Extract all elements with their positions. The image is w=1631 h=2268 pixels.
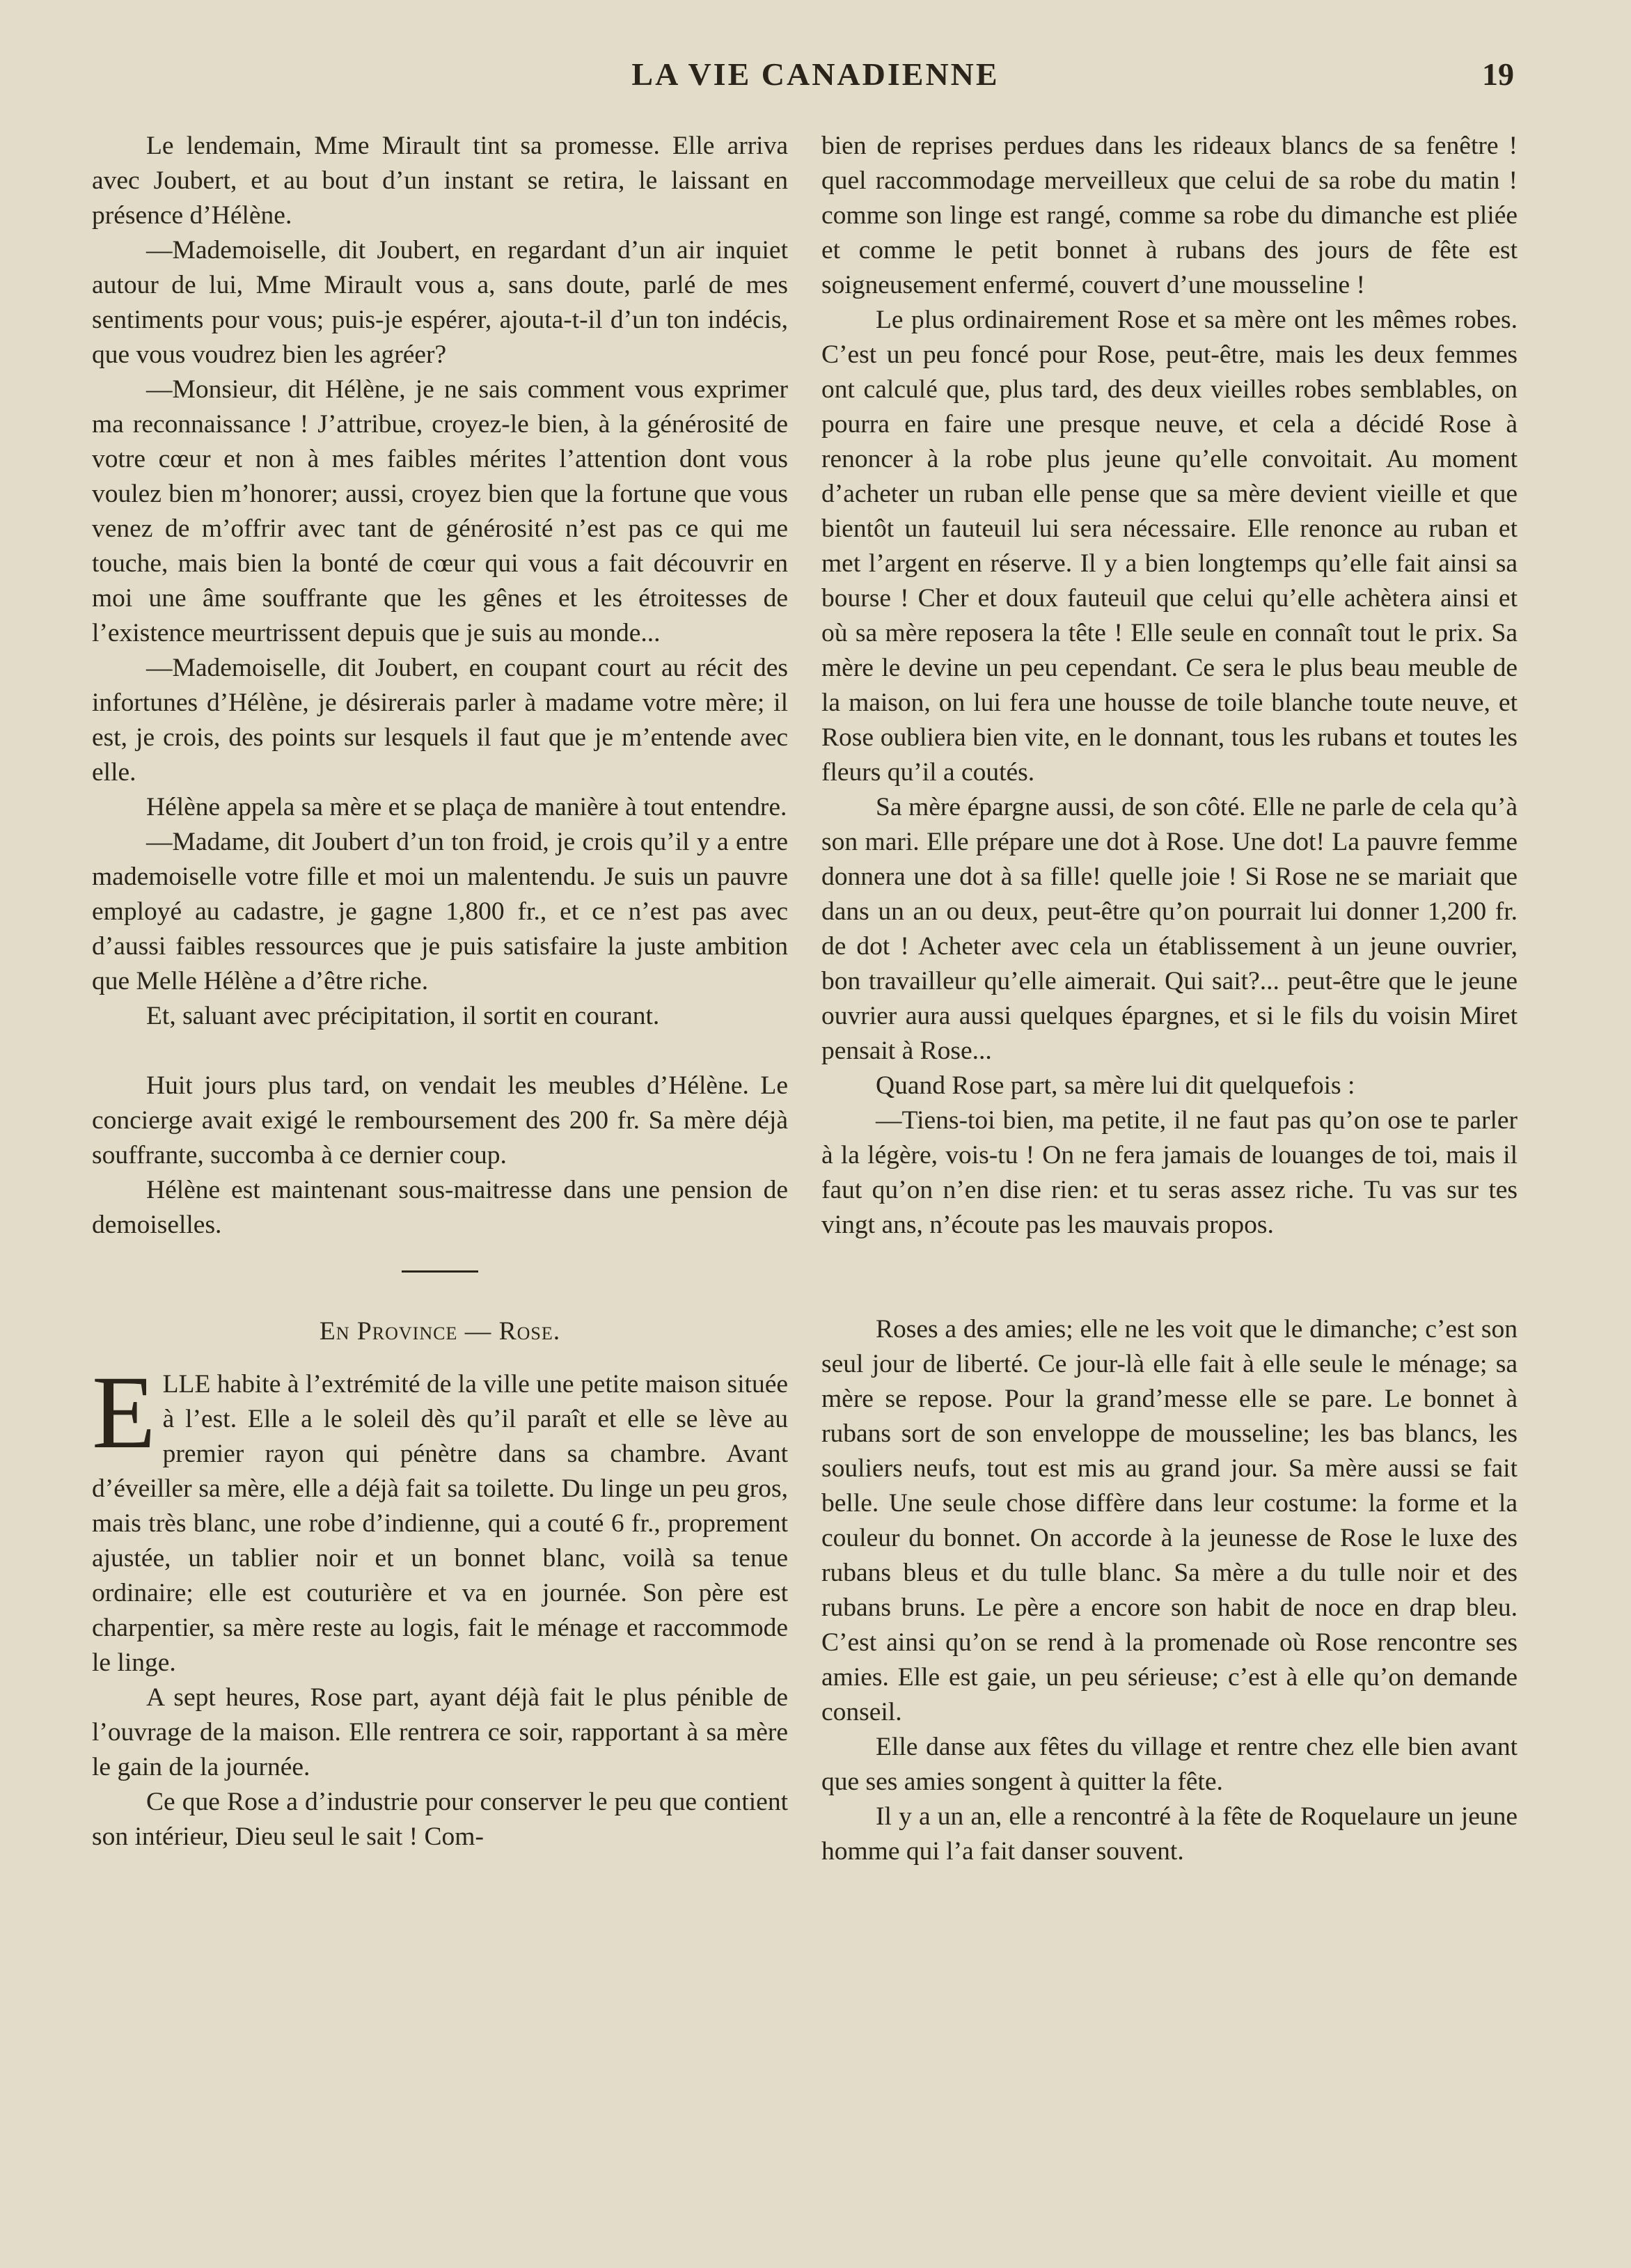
section-title-prefix: En Province: [319, 1317, 458, 1346]
paragraph: Le plus ordinairement Rose et sa mère ont les mêmes robes. C’est un peu foncé pour Rose, peut-être, mais les deux femmes ont calculé que, plus tard, des deux vieilles robes semblables, on pourra en faire une presque neuve, et cela a décidé Rose à renoncer à la robe plus jeune qu’elle convoitait. Au moment d’acheter un ruban elle pense que sa mère devient vieille et que bientôt un fauteuil lui sera nécessaire. Elle renonce au ruban et met l’argent en réserve. Il y a bien longtemps qu’elle fait ainsi sa bourse ! Cher et doux fauteuil que celui qu’elle achètera ainsi et où sa mère reposera la tête ! Elle seule en connaît tout le prix. Sa mère le devine un peu cependant. Ce sera le plus beau meuble de la maison, on lui fera une housse de toile blanche toute neuve, et Rose oubliera bien vite, en le donnant, tous les rubans et toutes les fleurs qu’il a coutés.: [821, 306, 1518, 787]
paragraph: Hélène est maintenant sous-maitresse dans une pension de demoiselles.: [92, 1176, 788, 1239]
paragraph-gap: [821, 1243, 1518, 1312]
paragraph: Quand Rose part, sa mère lui dit quelquefois :: [876, 1071, 1355, 1100]
section-title-dash: —: [457, 1317, 499, 1346]
paragraph: —Monsieur, dit Hélène, je ne sais comment vous exprimer ma reconnaissance ! J’attribue, croyez-le bien, à la générosité de votre cœur et non à mes faibles mérites l’attention dont vous voulez bien m’honorer; aussi, croyez bien que la fortune que vous venez de m’offrir avec tant de générosité n’est pas ce qui me touche, mais bien la bonté de cœur qui vous a fait découvrir en moi une âme souffrante que les gênes et les étroitesses de l’existence meurtrissent depuis que je suis au monde...: [92, 375, 788, 647]
paragraph: —Mademoiselle, dit Joubert, en coupant court au récit des infortunes d’Hélène, je désirerais parler à madame votre mère; il est, je crois, des points sur lesquels il faut que je m’entende avec elle.: [92, 654, 788, 787]
paragraph: Elle danse aux fêtes du village et rentre chez elle bien avant que ses amies songent à quitter la fête.: [821, 1733, 1518, 1796]
right-column: [821, 129, 1518, 1869]
paragraph: Il y a un an, elle a rencontré à la fête de Roquelaure un jeune homme qui l’a fait danser souvent.: [821, 1802, 1518, 1866]
section-title-suffix: Rose.: [498, 1317, 561, 1346]
section-first-paragraph: [92, 1355, 788, 1680]
paragraph: Ce que Rose a d’industrie pour conserver le peu que contient son intérieur, Dieu seul le sait ! Com-: [92, 1788, 788, 1851]
left-column: [92, 129, 788, 1854]
paragraph: Hélène appela sa mère et se plaça de manière à tout entendre.: [146, 793, 787, 821]
paragraph: Sa mère épargne aussi, de son côté. Elle ne parle de cela qu’à son mari. Elle prépare une dot à Rose. Une dot! La pauvre femme donnera une dot à sa fille! quelle joie ! Si Rose ne se mariait que dans un an ou deux, peut-être qu’on pourrait lui donner 1,200 fr. de dot ! Acheter avec cela un établissement à un jeune ouvrier, bon travailleur qu’elle aimerait. Qui sait?... peut-être que le jeune ouvrier aura aussi quelques épargnes, et si le fils du voisin Miret pensait à Rose...: [821, 793, 1518, 1065]
paragraph: —Tiens-toi bien, ma petite, il ne faut pas qu’on ose te parler à la légère, vois-tu ! On ne fera jamais de louanges de toi, mais il faut qu’on n’en dise rien: et tu seras assez riche. Tu vas sur tes vingt ans, n’écoute pas les mauvais propos.: [821, 1106, 1518, 1239]
paragraph-gap: [92, 1034, 788, 1069]
running-title: LA VIE CANADIENNE: [631, 56, 1000, 92]
paragraph: —Mademoiselle, dit Joubert, en regardant d’un air inquiet autour de lui, Mme Mirault vous a, sans doute, parlé de mes sentiments pour vous; puis-je espérer, ajouta-t-il d’un ton indécis, que vous voudrez bien les agréer?: [92, 236, 788, 369]
paragraph: —Madame, dit Joubert d’un ton froid, je crois qu’il y a entre mademoiselle votre fille et moi un malentendu. Je suis un pauvre employé au cadastre, je gagne 1,800 fr., et ce n’est pas avec d’aussi faibles ressources que je puis satisfaire la juste ambition que Melle Hélène a d’être riche.: [92, 828, 788, 995]
paragraph: Roses a des amies; elle ne les voit que le dimanche; c’est son seul jour de liberté. Ce jour-là elle fait à elle seule le ménage; sa mère se repose. Pour la grand’messe elle se pare. Le bonnet à rubans sort de son enveloppe de mousseline; les bas blancs, les souliers neufs, tout est mis au grand jour. Sa mère aussi se fait belle. Une seule chose diffère dans leur costume: la forme et la couleur du bonnet. On accorde à la jeunesse de Rose le luxe des rubans bleus et du tulle blanc. Sa mère a du tulle noir et des rubans bruns. Le père a encore son habit de noce en drap bleu. C’est ainsi qu’on se rend à la promenade où Rose rencontre ses amies. Elle est gaie, un peu sérieuse; c’est à elle qu’on demande conseil.: [821, 1315, 1518, 1726]
paragraph: Le lendemain, Mme Mirault tint sa promesse. Elle arriva avec Joubert, et au bout d’un instant se retira, le laissant en présence d’Hélène.: [92, 132, 788, 230]
section-title: [92, 1314, 788, 1349]
page-number: 19: [1482, 56, 1514, 92]
paragraph: bien de reprises perdues dans les rideaux blancs de sa fenêtre ! quel raccommodage merveilleux que celui de sa robe du matin ! comme son linge est rangé, comme sa robe du dimanche est pliée et comme le petit bonnet à rubans des jours de fête est soigneusement enfermé, couvert d’une mousseline !: [821, 132, 1518, 299]
page-header: [0, 56, 1631, 104]
section-divider: [402, 1270, 478, 1273]
paragraph: Huit jours plus tard, on vendait les meubles d’Hélène. Le concierge avait exigé le remboursement des 200 fr. Sa mère déjà souffrante, succomba à ce dernier coup.: [92, 1071, 788, 1170]
first-paragraph-text: LLE habite à l’extrémité de la ville une petite maison située à l’est. Elle a le soleil dès qu’il paraît et elle se lève au premier rayon qui pénètre dans sa chambre. Avant d’éveiller sa mère, elle a déjà fait sa toilette. Du linge un peu gros, mais très blanc, une robe d’indienne, qui a couté 6 fr., proprement ajustée, un tablier noir et un bonnet blanc, voilà sa tenue ordinaire; elle est couturière et va en journée. Son père est charpentier, sa mère reste au logis, fait le ménage et raccommode le linge.: [92, 1370, 788, 1677]
drop-cap: E: [92, 1355, 156, 1470]
paragraph: Et, saluant avec précipitation, il sortit en courant.: [146, 1002, 660, 1030]
paragraph: A sept heures, Rose part, ayant déjà fait le plus pénible de l’ouvrage de la maison. Elle rentrera ce soir, rapportant à sa mère le gain de la journée.: [92, 1683, 788, 1781]
